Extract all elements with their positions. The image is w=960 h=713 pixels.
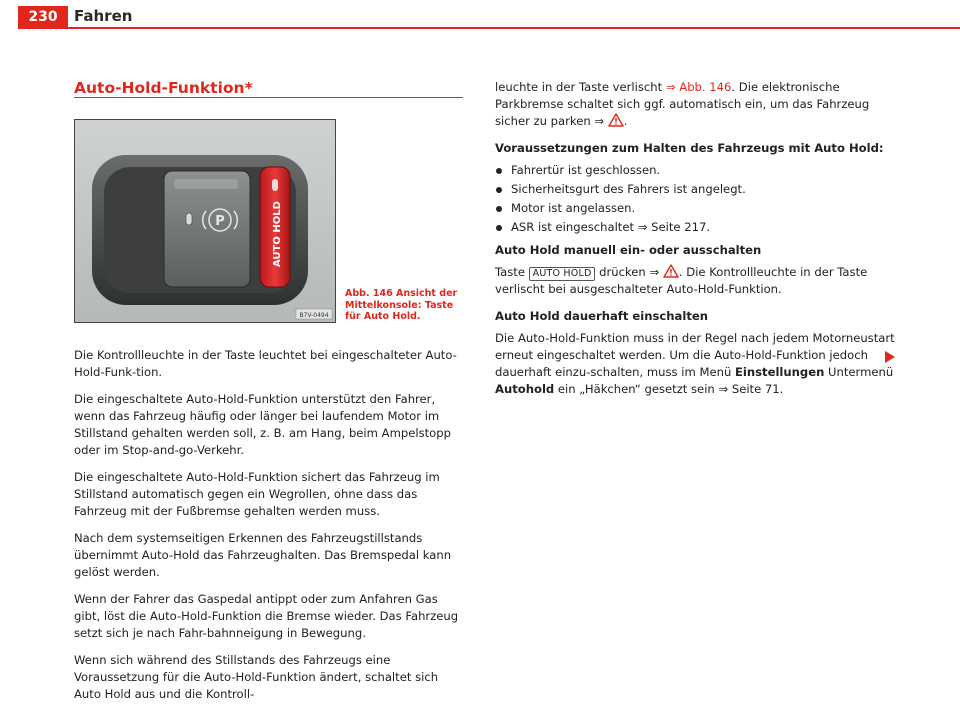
- manual-heading: Auto Hold manuell ein- oder ausschalten: [495, 243, 762, 257]
- page-number: 230: [18, 6, 68, 28]
- auto-hold-label: AUTO HOLD: [272, 201, 283, 267]
- list-item: Motor ist angelassen.: [495, 200, 895, 217]
- paragraph: Die eingeschaltete Auto-Hold-Funktion unterstützt den Fahrer, wenn das Fahrzeug häufig oder länger bei laufendem Motor im Stillstand gehalten werden soll, z. B. am Hang, beim Ampelstopp oder im Stop-and-go-Verkehr.: [74, 392, 451, 457]
- paragraph: Nach dem systemseitigen Erkennen des Fahrzeugstillstands übernimmt Auto-Hold das Fahrzeughalten. Das Bremspedal kann gelöst werden.: [74, 531, 452, 579]
- warning-icon[interactable]: [608, 113, 624, 127]
- page-header: [0, 0, 960, 32]
- arrow-ref: ⇒: [594, 114, 605, 128]
- permanent-paragraph: Die Auto-Hold-Funktion muss in der Regel nach jedem Motorneustart erneut eingeschaltet werden. Um die Auto-Hold-Funktion jedoch dauerhaft einzu-schalten, muss im Menü Einstellungen Untermenü Autohold ein „Häkchen“ gesetzt sein ⇒ Seite 71.: [495, 331, 895, 396]
- conditions-heading: Voraussetzungen zum Halten des Fahrzeugs mit Auto Hold:: [495, 141, 884, 155]
- figure-caption: Abb. 146 Ansicht der Mittelkonsole: Taste für Auto Hold.: [345, 288, 458, 322]
- arrow-ref: ⇒: [649, 265, 660, 279]
- conditions-list: [495, 162, 895, 236]
- parking-symbol: P: [215, 214, 225, 229]
- list-item: Fahrertür ist geschlossen.: [495, 162, 895, 179]
- warning-icon[interactable]: [663, 264, 679, 278]
- chapter-title: Fahren: [74, 7, 133, 25]
- right-column: [495, 79, 895, 408]
- list-item: Sicherheitsgurt des Fahrers ist angelegt.: [495, 181, 895, 198]
- continue-arrow-icon: [885, 351, 895, 363]
- auto-hold-key: AUTO HOLD: [529, 267, 596, 281]
- permanent-heading: Auto Hold dauerhaft einschalten: [495, 309, 708, 323]
- paragraph-continued: leuchte in der Taste verlischt ⇒ Abb. 146. Die elektronische Parkbremse schaltet sich ggf. automatisch ein, um das Fahrzeug sicher zu parken ⇒ .: [495, 80, 870, 128]
- manual-paragraph: Taste AUTO HOLD drücken ⇒ . Die Kontrollleuchte in der Taste verlischt bei ausgeschalteter Auto-Hold-Funktion.: [495, 265, 868, 296]
- paragraph: Die eingeschaltete Auto-Hold-Funktion sichert das Fahrzeug im Stillstand automatisch gegen ein Wegrollen, ohne dass das Fahrzeug mit der Fußbremse gehalten werden muss.: [74, 470, 440, 518]
- section-rule: [74, 97, 463, 98]
- section-title: Auto-Hold-Funktion*: [74, 79, 253, 97]
- menu-name: Einstellungen: [735, 365, 825, 379]
- paragraph: Wenn der Fahrer das Gaspedal antippt oder zum Anfahren Gas gibt, löst die Auto-Hold-Funktion die Bremse wieder. Das Fahrzeug setzt sich je nach Fahr-bahnneigung in Bewegung.: [74, 592, 459, 640]
- image-code: B7V-0494: [299, 312, 329, 319]
- left-column: [74, 347, 466, 713]
- header-rule: [18, 27, 960, 29]
- figure-link[interactable]: ⇒ Abb. 146: [665, 80, 732, 94]
- paragraph: Wenn sich während des Stillstands des Fahrzeugs eine Voraussetzung für die Auto-Hold-Funktion ändert, schaltet sich Auto Hold aus und die Kontroll-: [74, 653, 439, 701]
- paragraph: Die Kontrollleuchte in der Taste leuchtet bei eingeschalteter Auto-Hold-Funk-tion.: [74, 348, 457, 379]
- submenu-name: Autohold: [495, 382, 555, 396]
- figure-auto-hold-button: [74, 119, 336, 323]
- list-item: ASR ist eingeschaltet ⇒ Seite 217.: [495, 219, 895, 236]
- console-illustration: [74, 119, 336, 323]
